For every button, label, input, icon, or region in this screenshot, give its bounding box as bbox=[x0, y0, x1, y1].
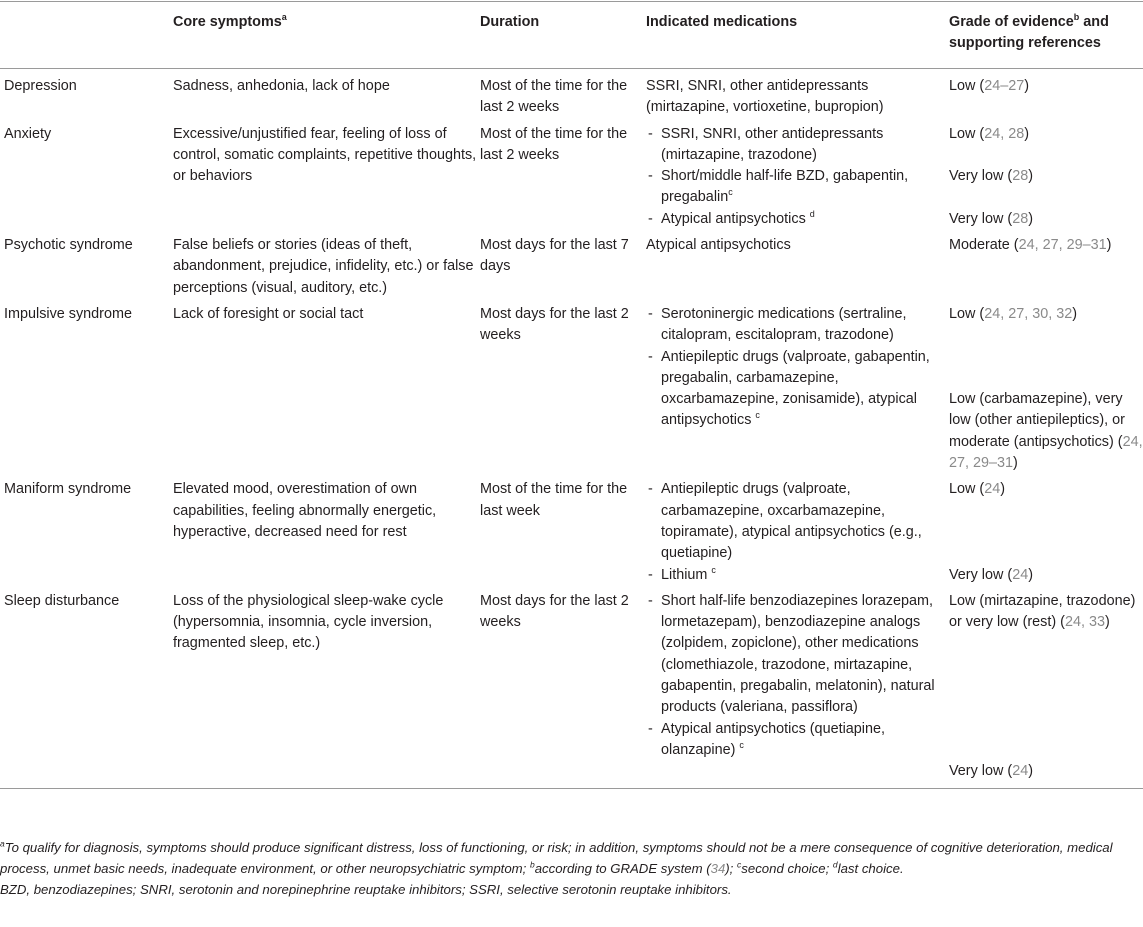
syndrome-name: Maniform syndrome bbox=[4, 481, 132, 498]
core-symptoms: Lack of foresight or social tact bbox=[173, 305, 364, 322]
duration: Most days for the last 2 weeks bbox=[480, 592, 629, 631]
header-core-symptoms: Core symptoms$^a$ bbox=[173, 12, 287, 30]
medication-item: - Antiepileptic drugs (valproate, carbamazepine, oxcarbamazepine, topiramate), atypical antipsychotics (e.g., quetiapine) bbox=[646, 479, 949, 564]
syndrome-name: Impulsive syndrome bbox=[4, 305, 132, 322]
evidence: Low (24, 28) Very low (28) Very low (28) bbox=[949, 125, 1033, 227]
syndrome-name: Anxiety bbox=[4, 125, 52, 142]
table-row bbox=[0, 304, 1143, 479]
evidence: Moderate (24, 27, 29–31) bbox=[949, 237, 1112, 254]
medications bbox=[646, 591, 949, 788]
duration: Most of the time for the last week bbox=[480, 481, 628, 519]
table-row bbox=[0, 235, 1143, 304]
table-footnote: $^a$To qualify for diagnosis, symptoms should produce significant distress, loss of functioning, or risk; in addition, symptoms should not be a mere consequence of cognitive deterioration, medical process, unmet basic needs, inadequate environment, or other neuropsychiatric symptom; $^b$according to GRADE system (34); $^c$second choice; $^d$last choice. BZD, benzodiazepines; SNRI, serotonin and norepinephrine reuptake inhibitors; SSRI, selective serotonin reuptake inhibitors. bbox=[0, 838, 1113, 897]
core-symptoms: Loss of the physiological sleep-wake cycle (hypersomnia, insomnia, cycle inversion, fragmented sleep, etc.) bbox=[173, 592, 444, 652]
medication-item: - SSRI, SNRI, other antidepressants (mirtazapine, trazodone) bbox=[646, 124, 949, 167]
core-symptoms: Elevated mood, overestimation of own capabilities, feeling abnormally energetic, hyperactive, decreased need for rest bbox=[173, 481, 437, 540]
core-symptoms: False beliefs or stories (ideas of theft, abandonment, prejudice, infidelity, etc.) or false perceptions (visual, auditory, etc.) bbox=[173, 237, 474, 296]
core-symptoms: Sadness, anhedonia, lack of hope bbox=[173, 78, 390, 94]
table-row bbox=[0, 69, 1143, 124]
duration: Most of the time for the last 2 weeks bbox=[480, 78, 628, 116]
evidence: Low (24, 27, 30, 32) Low (carbamazepine), very low (other antiepileptics), or moderate (antipsychotics) (24, 27, 29–31) bbox=[949, 305, 1143, 472]
header-evidence: Grade of evidence$^b$ and supporting references bbox=[949, 12, 1109, 52]
medication-item: - Atypical antipsychotics $^d$ bbox=[646, 209, 949, 230]
table-row bbox=[0, 591, 1143, 788]
medication-item: - Lithium $^c$ bbox=[646, 565, 949, 586]
evidence: Low (mirtazapine, trazodone) or very low (rest) (24, 33) Very low (24) bbox=[949, 592, 1136, 780]
medications: Atypical antipsychotics bbox=[646, 237, 791, 254]
syndrome-name: Depression bbox=[4, 78, 77, 94]
header-syndrome bbox=[0, 2, 169, 69]
syndrome-name: Psychotic syndrome bbox=[4, 237, 133, 254]
header-duration: Duration bbox=[480, 14, 540, 30]
medications bbox=[646, 479, 949, 590]
medication-item: - Antiepileptic drugs (valproate, gabapentin, pregabalin, carbamazepine, oxcarbamazepine, zonisamide), atypical antipsychotics $^c$ bbox=[646, 347, 949, 432]
syndrome-name: Sleep disturbance bbox=[4, 592, 120, 609]
core-symptoms: Excessive/unjustified fear, feeling of loss of control, somatic complaints, repetitive thoughts, or behaviors bbox=[173, 125, 477, 185]
medication-item: - Atypical antipsychotics (quetiapine, olanzapine) $^c$ bbox=[646, 719, 949, 762]
duration: Most days for the last 2 weeks bbox=[480, 305, 629, 344]
duration: Most days for the last 7 days bbox=[480, 237, 629, 275]
header-medications: Indicated medications bbox=[646, 14, 798, 30]
evidence: Low (24–27) bbox=[949, 78, 1030, 94]
medications bbox=[646, 304, 949, 479]
table-header-row bbox=[0, 2, 1143, 69]
table-row bbox=[0, 124, 1143, 235]
medication-item: - Serotoninergic medications (sertraline, citalopram, escitalopram, trazodone) bbox=[646, 304, 949, 347]
medication-item: - Short half-life benzodiazepines lorazepam, lormetazepam), benzodiazepine analogs (zolpidem, zopiclone), other medications (clomethiazole, trazodone, mirtazapine, gabapentin, pregabalin, melatonin), natural products (valeriana, passiflora) bbox=[646, 591, 949, 719]
medication-item: - Short/middle half-life BZD, gabapentin, pregabalin$^c$ bbox=[646, 166, 949, 209]
medications bbox=[646, 124, 949, 235]
duration: Most of the time for the last 2 weeks bbox=[480, 125, 628, 163]
table-row bbox=[0, 479, 1143, 590]
neuropsychiatric-syndromes-table bbox=[0, 1, 1143, 789]
evidence: Low (24) Very low (24) bbox=[949, 481, 1033, 583]
medications: SSRI, SNRI, other antidepressants (mirtazapine, vortioxetine, bupropion) bbox=[646, 78, 884, 116]
abbreviations: BZD, benzodiazepines; SNRI, serotonin and norepinephrine reuptake inhibitors; SSRI, selective serotonin reuptake inhibitors. bbox=[0, 882, 732, 897]
